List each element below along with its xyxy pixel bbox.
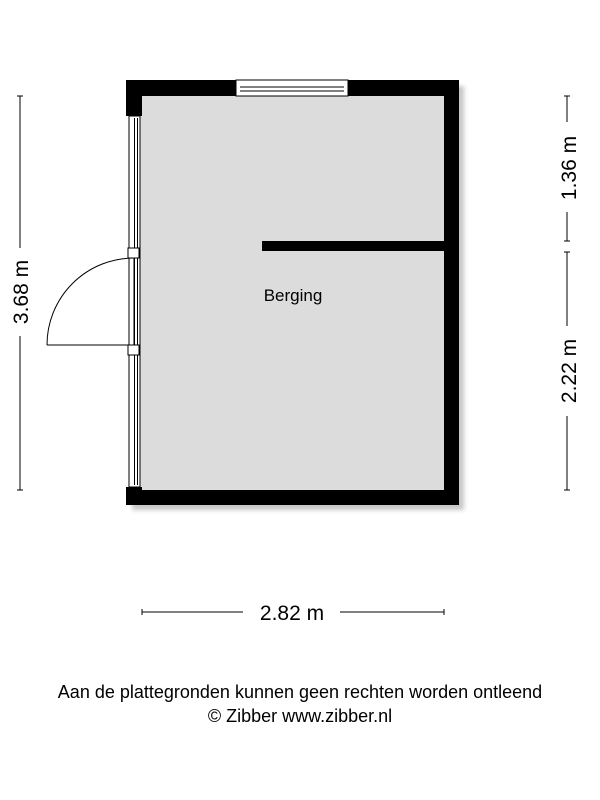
disclaimer-text: Aan de plattegronden kunnen geen rechten worden ontleend (57, 682, 543, 702)
copyright-text: © Zibber www.zibber.nl (207, 706, 393, 726)
interior-wall (262, 241, 447, 251)
dimension-right-upper (558, 96, 581, 241)
dimension-height-lower: 2.22 m (558, 338, 581, 404)
wall-right (444, 80, 459, 505)
dimension-bottom (142, 602, 444, 625)
wall-left-top (126, 80, 142, 116)
dimension-right-lower (558, 252, 581, 490)
dimension-left (10, 96, 33, 490)
dimension-height-upper: 1.36 m (558, 135, 581, 201)
dimension-height-total: 3.68 m (10, 259, 33, 325)
top-window (236, 80, 348, 96)
dimension-width: 2.82 m (259, 602, 325, 625)
door-swing (47, 258, 134, 345)
wall-left-bottom (126, 487, 142, 505)
room-label: Berging (263, 286, 323, 305)
wall-bottom (126, 490, 459, 505)
